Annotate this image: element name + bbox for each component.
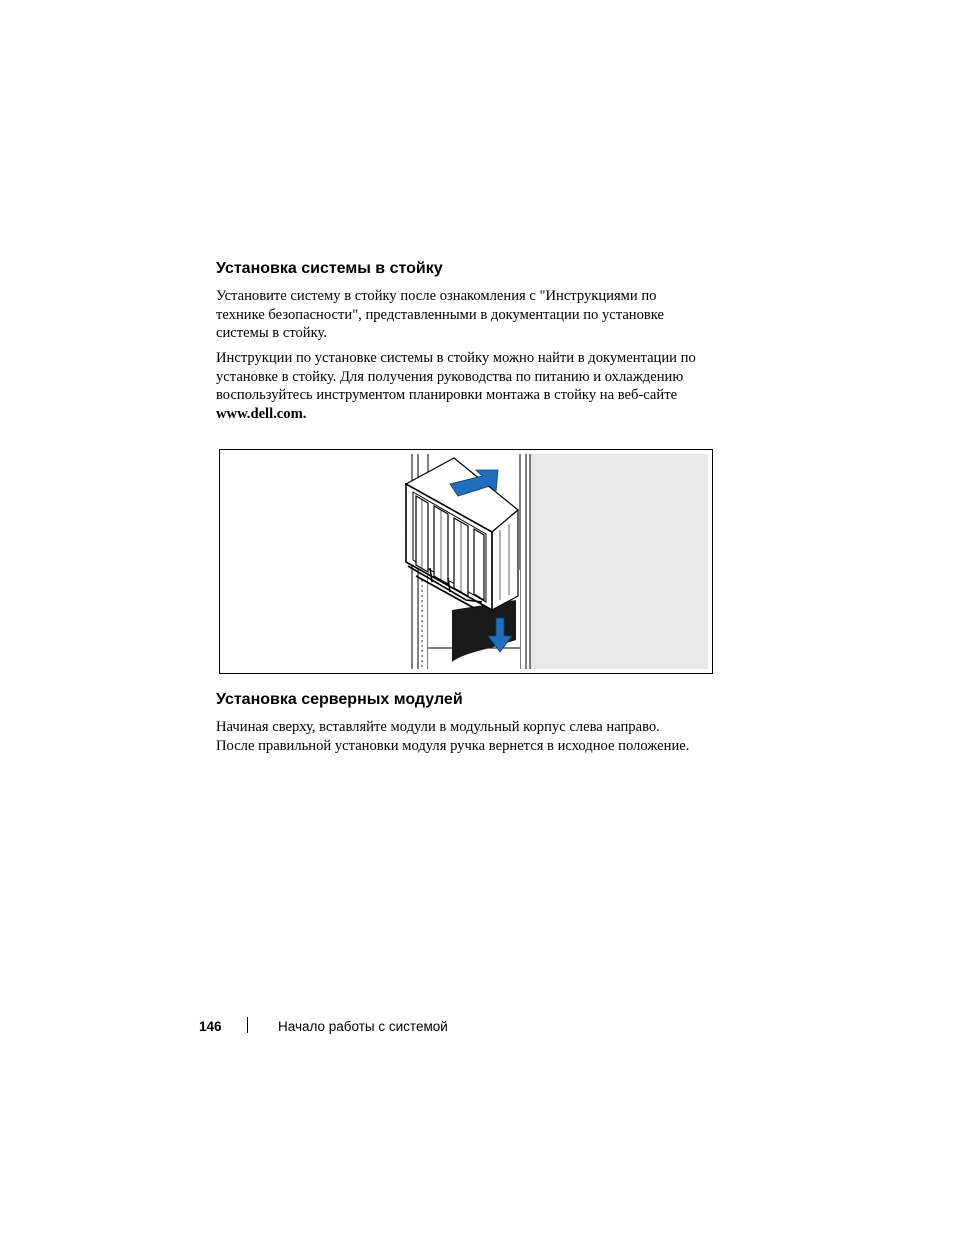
footer-chapter-title: Начало работы с системой <box>278 1019 448 1034</box>
text-line: Установите систему в стойку после ознакомления с "Инструкциями по <box>216 288 657 304</box>
footer-separator <box>247 1017 248 1033</box>
text-line: системы в стойку. <box>216 325 327 341</box>
text-line: установке в стойку. Для получения руководства по питанию и охлаждению <box>216 368 684 385</box>
paragraph-module-install <box>216 718 726 755</box>
paragraph-rack-safety <box>216 287 726 343</box>
paragraph-rack-docs <box>216 349 726 423</box>
text-line: Инструкции по установке системы в стойку можно найти в документации по <box>216 350 696 366</box>
text-line: технике безопасности", представленными в документации по установке <box>216 306 665 323</box>
rack-install-illustration <box>219 449 713 674</box>
section-heading-server-modules: Установка серверных модулей <box>216 691 463 708</box>
section-heading-rack-install: Установка системы в стойку <box>216 260 443 277</box>
text-line: Начиная сверху, вставляйте модули в модульный корпус слева направо. <box>216 719 660 735</box>
text-line: После правильной установки модуля ручка вернется в исходное положение. <box>216 737 690 754</box>
rack-install-drawing <box>220 450 712 673</box>
rack-side-panel <box>530 454 708 669</box>
dell-url-link[interactable]: www.dell.com. <box>216 405 307 422</box>
text-line: воспользуйтесь инструментом планировки монтажа в стойку на веб-сайте <box>216 387 678 403</box>
page-number: 146 <box>199 1019 222 1034</box>
